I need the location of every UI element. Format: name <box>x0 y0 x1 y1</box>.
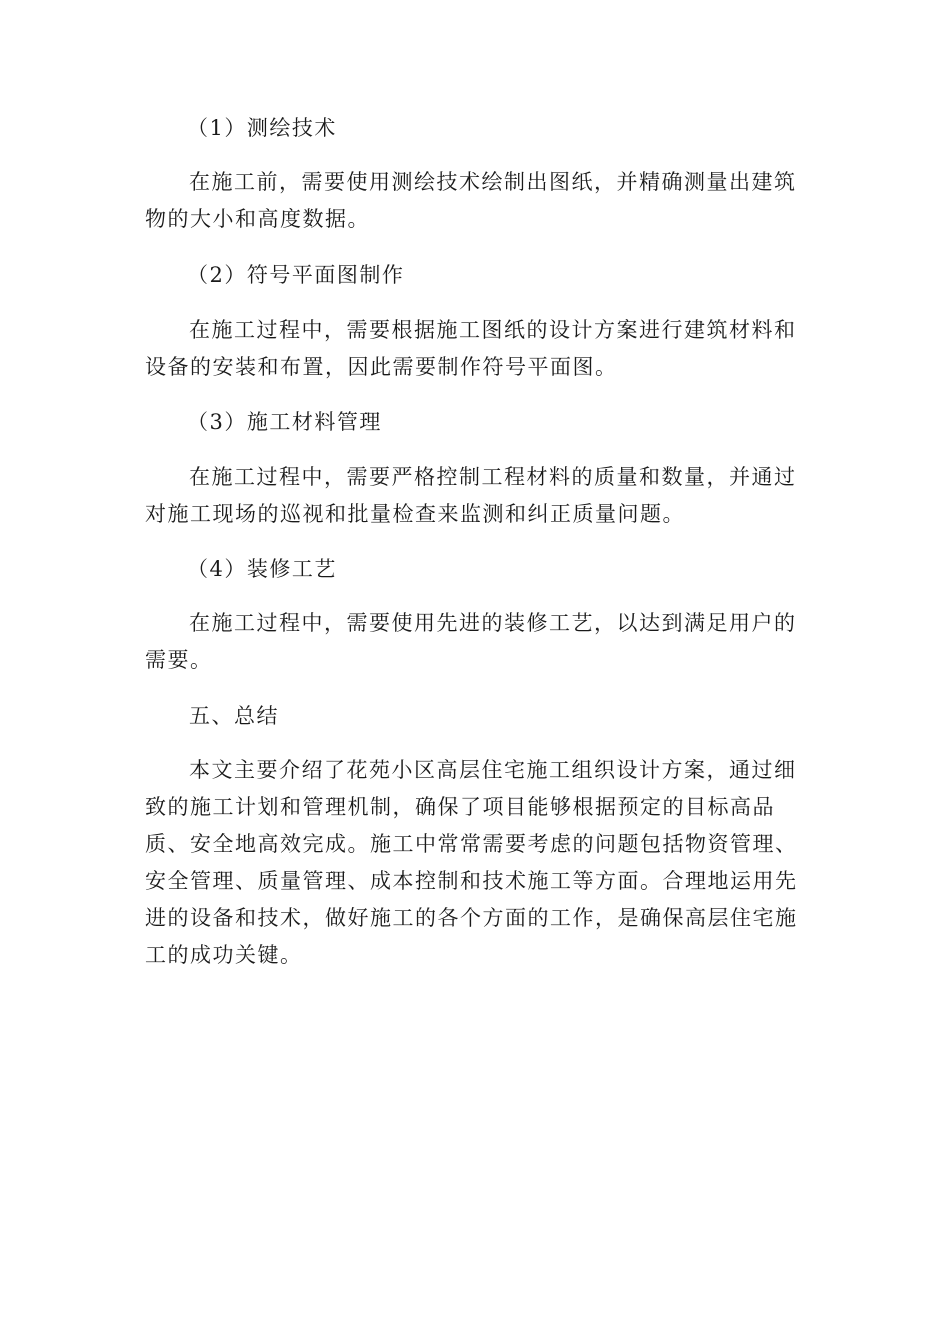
section-body-materials: 在施工过程中，需要严格控制工程材料的质量和数量，并通过对施工现场的巡视和批量检查来监测和纠正质量问题。 <box>145 465 797 526</box>
section-heading-symbol-plan: （2）符号平面图制作 <box>187 263 405 287</box>
summary-heading: 五、总结 <box>189 704 279 728</box>
section-heading-materials: （3）施工材料管理 <box>187 410 382 434</box>
section-body-symbol-plan: 在施工过程中，需要根据施工图纸的设计方案进行建筑材料和设备的安装和布置，因此需要制作符号平面图。 <box>145 318 797 379</box>
section-heading-surveying: （1）测绘技术 <box>187 116 337 140</box>
section-body-decoration: 在施工过程中，需要使用先进的装修工艺，以达到满足用户的需要。 <box>145 611 797 672</box>
summary-body: 本文主要介绍了花苑小区高层住宅施工组织设计方案，通过细致的施工计划和管理机制，确保了项目能够根据预定的目标高品质、安全地高效完成。施工中常常需要考虑的问题包括物资管理、安全管理、质量管理、成本控制和技术施工等方面。合理地运用先进的设备和技术，做好施工的各个方面的工作，是确保高层住宅施工的成功关键。 <box>145 758 798 967</box>
section-heading-decoration: （4）装修工艺 <box>187 557 337 581</box>
section-body-surveying: 在施工前，需要使用测绘技术绘制出图纸，并精确测量出建筑物的大小和高度数据。 <box>145 170 797 231</box>
